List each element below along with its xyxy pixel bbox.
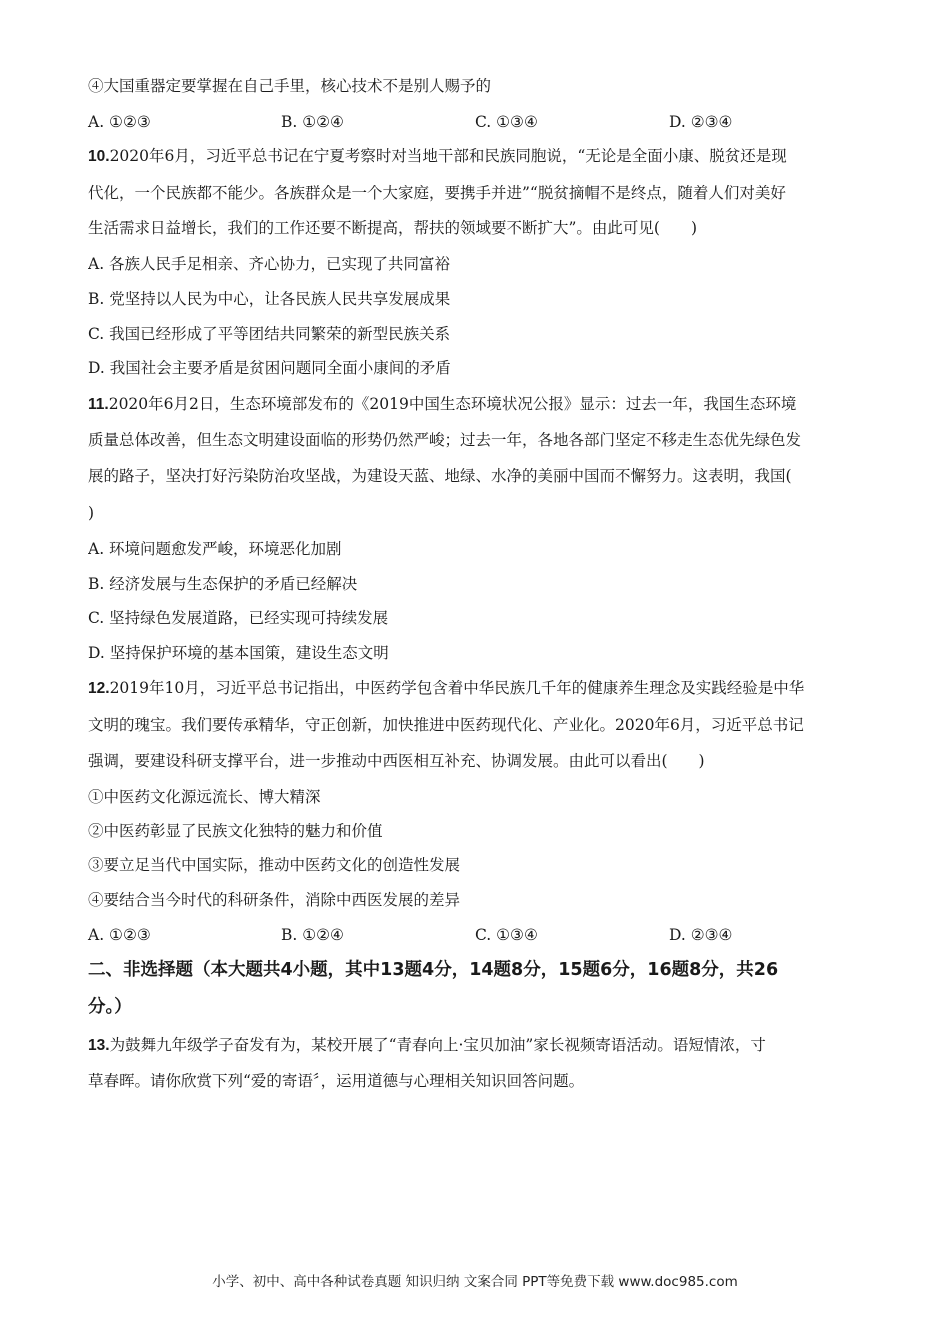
q10-option-a: A. 各族人民手足相亲、齐心协力，已实现了共同富裕 [88,255,451,273]
q11-stem-line-4: ) [88,504,95,522]
q12-option-d: D. ②③④ [669,926,733,944]
q12-statement-3: ③要立足当代中国实际，推动中医药文化的创造性发展 [88,856,461,874]
section-heading-line-2: 分。） [88,997,132,1017]
q11-option-b: B. 经济发展与生态保护的矛盾已经解决 [88,575,358,593]
q9-statement-4: ④大国重器定要掌握在自己手里，核心技术不是别人赐予的 [88,77,492,95]
q10-stem-line-3: 生活需求日益增长，我们的工作还要不断提高，帮扶的领域要不断扩大”。由此可见( ) [88,219,698,237]
q11-option-d: D. 坚持保护环境的基本国策，建设生态文明 [88,644,389,662]
q12-stem-line-2: 文明的瑰宝。我们要传承精华，守正创新，加快推进中医药现代化、产业化。2020年6月，习近平总书记 [88,716,804,734]
section-heading-line-1: 二、非选择题（本大题共4小题，其中13题4分，14题8分，15题6分，16题8分，共26 [88,960,779,980]
q11-stem-line-3: 展的路子，坚决打好污染防治攻坚战，为建设天蓝、地绿、水净的美丽中国而不懈努力。这表明，我国( [88,467,792,485]
page-footer: 小学、初中、高中各种试卷真题 知识归纳 文案合同 PPT等免费下载 www.doc985.com [212,1274,738,1290]
q10-number: 10. [88,148,110,165]
q13-stem-line-2: 草春晖。请你欣赏下列“爱的寄语〞，运用道德与心理相关知识回答问题。 [88,1072,585,1090]
q11-stem-line-2: 质量总体改善，但生态文明建设面临的形势仍然严峻；过去一年，各地各部门坚定不移走生态优先绿色发 [88,431,802,449]
q9-option-c: C. ①③④ [475,113,538,131]
q12-statement-4: ④要结合当今时代的科研条件，消除中西医发展的差异 [88,891,461,909]
q11-option-c: C. 坚持绿色发展道路，已经实现可持续发展 [88,609,389,627]
q10-option-b: B. 党坚持以人民为中心，让各民族人民共享发展成果 [88,290,451,308]
q12-option-a: A. ①②③ [88,926,151,944]
q13-stem-line-1: 13.为鼓舞九年级学子奋发有为，某校开展了“青春向上·宝贝加油”家长视频寄语活动。语短情浓，寸 [88,1036,766,1054]
q9-option-a: A. ①②③ [88,113,151,131]
q12-number: 12. [88,680,110,697]
q10-stem-line-1: 10.2020年6月，习近平总书记在宁夏考察时对当地干部和民族同胞说，“无论是全面小康、脱贫还是现 [88,147,787,165]
q10-option-d: D. 我国社会主要矛盾是贫困问题同全面小康间的矛盾 [88,359,451,377]
q9-option-b: B. ①②④ [281,113,344,131]
q12-option-b: B. ①②④ [281,926,344,944]
q9-option-d: D. ②③④ [669,113,733,131]
q12-statement-1: ①中医药文化源远流长、博大精深 [88,788,321,806]
q11-number: 11. [88,396,109,413]
q12-option-c: C. ①③④ [475,926,538,944]
q12-stem-line-3: 强调，要建设科研支撑平台，进一步推动中西医相互补充、协调发展。由此可以看出( ) [88,752,705,770]
q11-option-a: A. 环境问题愈发严峻，环境恶化加剧 [88,540,342,558]
q13-number: 13. [88,1037,110,1054]
q12-statement-2: ②中医药彰显了民族文化独特的魅力和价值 [88,822,383,840]
q10-option-c: C. 我国已经形成了平等团结共同繁荣的新型民族关系 [88,325,451,343]
q12-stem-line-1: 12.2019年10月，习近平总书记指出，中医药学包含着中华民族几千年的健康养生理念及实践经验是中华 [88,679,805,697]
q10-stem-line-2: 代化，一个民族都不能少。各族群众是一个大家庭，要携手并进”“脱贫摘帽不是终点，随着人们对美好 [88,184,786,202]
q11-stem-line-1: 11.2020年6月2日，生态环境部发布的《2019中国生态环境状况公报》显示：过去一年，我国生态环境 [88,395,797,413]
